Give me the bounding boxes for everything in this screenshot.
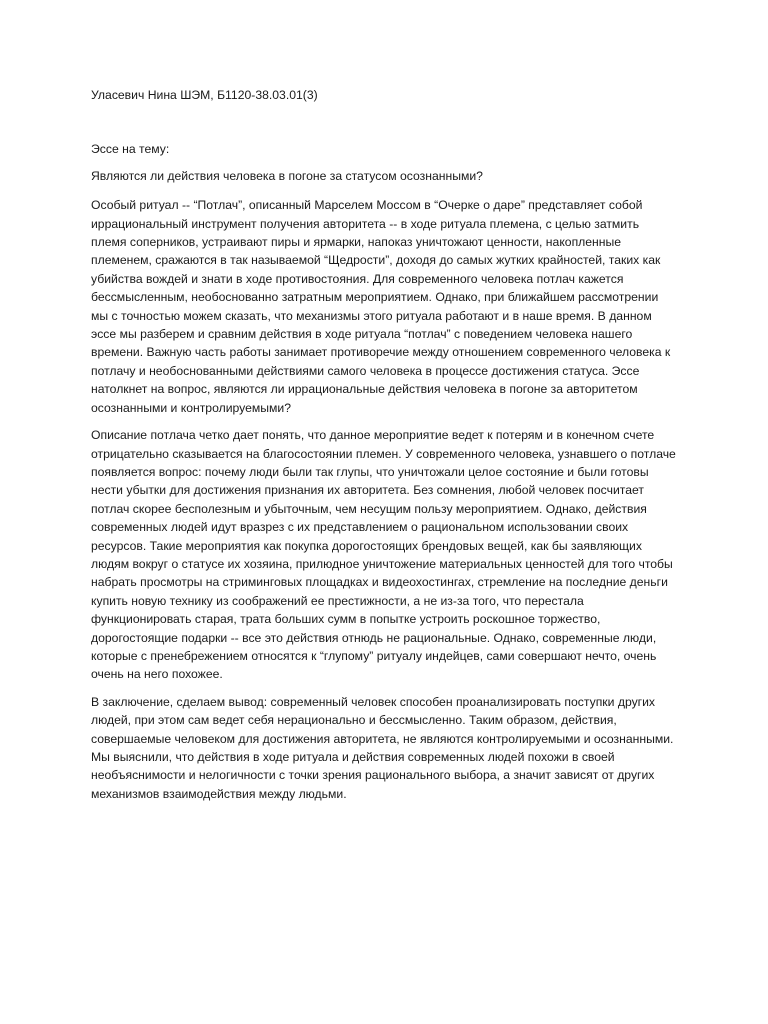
- paragraph-intro: Особый ритуал -- “Потлач”, описанный Марселем Моссом в “Очерке о даре” представляет собой иррациональный инструмент получения авторитета -- в ходе ритуала племена, с целью затмить племя соперников, устраивают пиры и ярмарки, напоказ уничтожают ценности, накопленные племенем, сражаются в так называемой “Щедрости”, доходя до самых жутких крайностей, таких как убийства вождей и знати в ходе противостояния. Для современного человека потлач кажется бессмысленным, необоснованно затратным мероприятием. Однако, при ближайшем рассмотрении мы с точностью можем сказать, что механизмы этого ритуала работают и в наше время. В данном эссе мы разберем и сравним действия в ходе ритуала “потлач” с поведением человека нашего времени. Важную часть работы занимает противоречие между отношением современного человека к потлачу и необоснованными действиями самого человека в процессе достижения статуса. Эссе натолкнет на вопрос, являются ли иррациональные действия человека в погоне за авторитетом осознанными и контролируемыми?: [91, 198, 671, 415]
- essay-title: Являются ли действия человека в погоне за статусом осознанными?: [91, 168, 483, 183]
- paragraph-conclusion: В заключение, сделаем вывод: современный человек способен проанализировать поступки других людей, при этом сам ведет себя нерационально и бессмысленно. Таким образом, действия, совершаемые человеком для достижения авторитета, не являются контролируемыми и осознанными. Мы выяснили, что действия в ходе ритуала и действия современных людей похожи в своей необъяснимости и нелогичности с точки зрения рационального выбора, а значит зависят от других механизмов взаимодействия между людьми.: [91, 694, 674, 801]
- paragraph-body: Описание потлача четко дает понять, что данное мероприятие ведет к потерям и в конечном счете отрицательно сказывается на благосостоянии племен. У современного человека, узнавшего о потлаче появляется вопрос: почему люди были так глупы, что уничтожали целое состояние и были готовы нести убытки для достижения признания их авторитета. Без сомнения, любой человек посчитает потлач скорее бесполезным и убыточным, чем несущим пользу мероприятием. Однако, действия современных людей идут вразрез с их представлением о рациональном использовании своих ресурсов. Такие мероприятия как покупка дорогостоящих брендовых вещей, как бы заявляющих людям вокруг о статусе их хозяина, прилюдное уничтожение материальных ценностей для того чтобы набрать просмотры на стриминговых площадках и видеохостингах, стремление на последние деньги купить новую технику из соображений ее престижности, а не из-за того, что перестала функционировать старая, трата больших сумм в попытке устроить роскошное торжество, дорогостоящие подарки -- все это действия отнюдь не рациональные. Однако, современные люди, которые с пренебрежением относятся к “глупому” ритуалу индейцев, сами совершают нечто, очень очень на него похожее.: [91, 428, 676, 682]
- essay-label: Эссе на тему:: [91, 142, 170, 157]
- author-line: Уласевич Нина ШЭМ, Б1120-38.03.01(3): [91, 88, 318, 102]
- document-body: [91, 86, 677, 812]
